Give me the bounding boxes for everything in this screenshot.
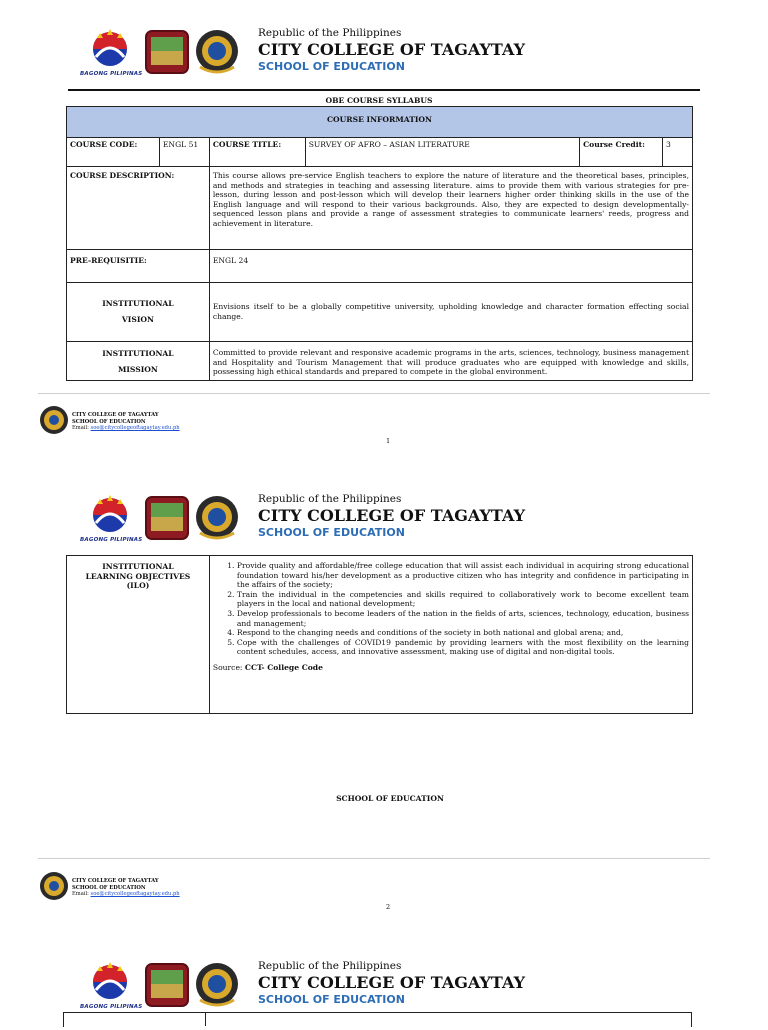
course-code-value: ENGL 51 (159, 138, 209, 167)
page2-school-text: SCHOOL OF EDUCATION (336, 794, 444, 803)
course-title-label: COURSE TITLE: (209, 138, 305, 167)
bagong-pilipinas-logo (80, 27, 143, 77)
ilo-item: 3. Develop professionals to become leaders of the nation in the fields of arts, sciences, technology, education, business and management; (237, 609, 689, 628)
college-seal-logo (192, 493, 242, 543)
city-seal-logo (144, 962, 190, 1008)
school-name: SCHOOL OF EDUCATION (258, 60, 405, 73)
bagong-pilipinas-text: BAGONG PILIPINAS (80, 1004, 143, 1010)
footer-college: CITY COLLEGE OF TAGAYTAY (72, 878, 159, 884)
ilo-item: 5. Cope with the challenges of COVID19 pandemic by providing learners with the most flexibility on the learning content schedules, access, and innovative assessment, making use of digital and non-digital tools. (237, 638, 689, 657)
ilo-source-label: Source: (212, 662, 243, 672)
republic-text: Republic of the Philippines (258, 27, 402, 39)
page-number-1: 1 (386, 437, 391, 445)
school-name: SCHOOL OF EDUCATION (258, 993, 405, 1006)
prerequisite-value: ENGL 24 (209, 250, 692, 283)
course-description-text: This course allows pre-service English teachers to explore the nature of literature and the theoretical bases, principles, and methods and strategies in teaching and assessing literature. aims to provide them with various strategies for pre-lesson, during lesson and post-lesson which will develop their learners higher order thinking skills in the use of the English language and will respond to their various backgrounds. Also, they are expected to design developmentally-sequenced lesson plans and provide a range of assessment strategies to communicate learners' reeds, progress and achievement in literature. (209, 167, 692, 250)
page1-footer (38, 403, 258, 443)
ilo-item: 4. Respond to the changing needs and conditions of the society in both national and global arena; and, (237, 628, 689, 638)
vision-label-line2: VISION (121, 315, 154, 324)
bagong-pilipinas-text: BAGONG PILIPINAS (80, 71, 143, 77)
footer-seal-icon (38, 403, 70, 439)
prerequisite-label: PRE-REQUISITIE: (67, 250, 210, 283)
course-credit-value: 3 (663, 138, 693, 167)
syllabus-title: OBE COURSE SYLLABUS (325, 96, 433, 105)
college-name: CITY COLLEGE OF TAGAYTAY (258, 506, 525, 525)
course-title-value: SURVEY OF AFRO – ASIAN LITERATURE (305, 138, 579, 167)
footer-school: SCHOOL OF EDUCATION (72, 885, 146, 891)
college-seal-logo (192, 960, 242, 1010)
city-seal-logo (144, 29, 190, 75)
college-name: CITY COLLEGE OF TAGAYTAY (258, 973, 525, 992)
course-code-label: COURSE CODE: (67, 138, 160, 167)
republic-text: Republic of the Philippines (258, 493, 402, 505)
college-name: CITY COLLEGE OF TAGAYTAY (258, 40, 525, 59)
footer-email-line (72, 891, 180, 897)
ilo-list (213, 561, 689, 657)
city-seal-logo (144, 495, 190, 541)
course-info-table (66, 106, 693, 381)
page2-footer (38, 869, 258, 909)
footer-email-line (72, 425, 180, 431)
ilo-item: 2. Train the individual in the competencies and skills required to collaboratively work to become excellent team players in the local and national development; (237, 590, 689, 609)
ilo-source-value: CCT- College Code (244, 662, 323, 672)
ilo-label: INSTITUTIONAL LEARNING OBJECTIVES (ILO) (67, 556, 210, 714)
mission-label-line1: INSTITUTIONAL (102, 349, 174, 358)
course-credit-label: Course Credit: (580, 138, 663, 167)
school-name: SCHOOL OF EDUCATION (258, 526, 405, 539)
footer-email-link[interactable]: soe@citycollegeoftagaytay.edu.ph (90, 891, 180, 897)
footer-email-link[interactable]: soe@citycollegeoftagaytay.edu.ph (90, 425, 180, 431)
footer-email-label: Email: (72, 425, 89, 431)
page1-header (0, 27, 768, 97)
course-description-label: COURSE DESCRIPTION: (67, 167, 210, 250)
footer-email-label: Email: (72, 891, 89, 897)
ilo-item: 1. Provide quality and affordable/free college education that will assist each individual in acquiring strong educational foundation toward his/her development as a productive citizen who has integrity and confidence in participating in the affairs of the society; (237, 561, 689, 590)
page3-table-top (63, 1012, 692, 1027)
footer-school: SCHOOL OF EDUCATION (72, 419, 146, 425)
mission-label-line2: MISSION (117, 365, 158, 374)
page1-bottom-rule (38, 393, 710, 394)
ilo-source (213, 663, 689, 673)
page2-header (0, 493, 768, 563)
vision-label (67, 283, 210, 342)
mission-text: Committed to provide relevant and responsive academic programs in the arts, sciences, technology, business management and Hospitality and Tourism Management that will produce graduates who are equipped with knowledge and skills, possessing high ethical standards and prepared to compete in the global environment. (209, 342, 692, 381)
mission-label (67, 342, 210, 381)
footer-college: CITY COLLEGE OF TAGAYTAY (72, 412, 159, 418)
bagong-pilipinas-logo (80, 960, 143, 1010)
republic-text: Republic of the Philippines (258, 960, 402, 972)
header-rule (68, 89, 700, 91)
bagong-pilipinas-logo (80, 493, 143, 543)
college-seal-logo (192, 27, 242, 77)
ilo-content (209, 556, 692, 714)
ilo-table (66, 555, 693, 714)
footer-seal-icon (38, 869, 70, 905)
bagong-pilipinas-text: BAGONG PILIPINAS (80, 537, 143, 543)
vision-label-line1: INSTITUTIONAL (102, 299, 174, 308)
page2-bottom-rule (38, 858, 710, 859)
vision-text: Envisions itself to be a globally competitive university, upholding knowledge and character formation effecting social change. (209, 283, 692, 342)
course-information-heading: COURSE INFORMATION (67, 107, 693, 138)
page-number-2: 2 (386, 903, 391, 911)
